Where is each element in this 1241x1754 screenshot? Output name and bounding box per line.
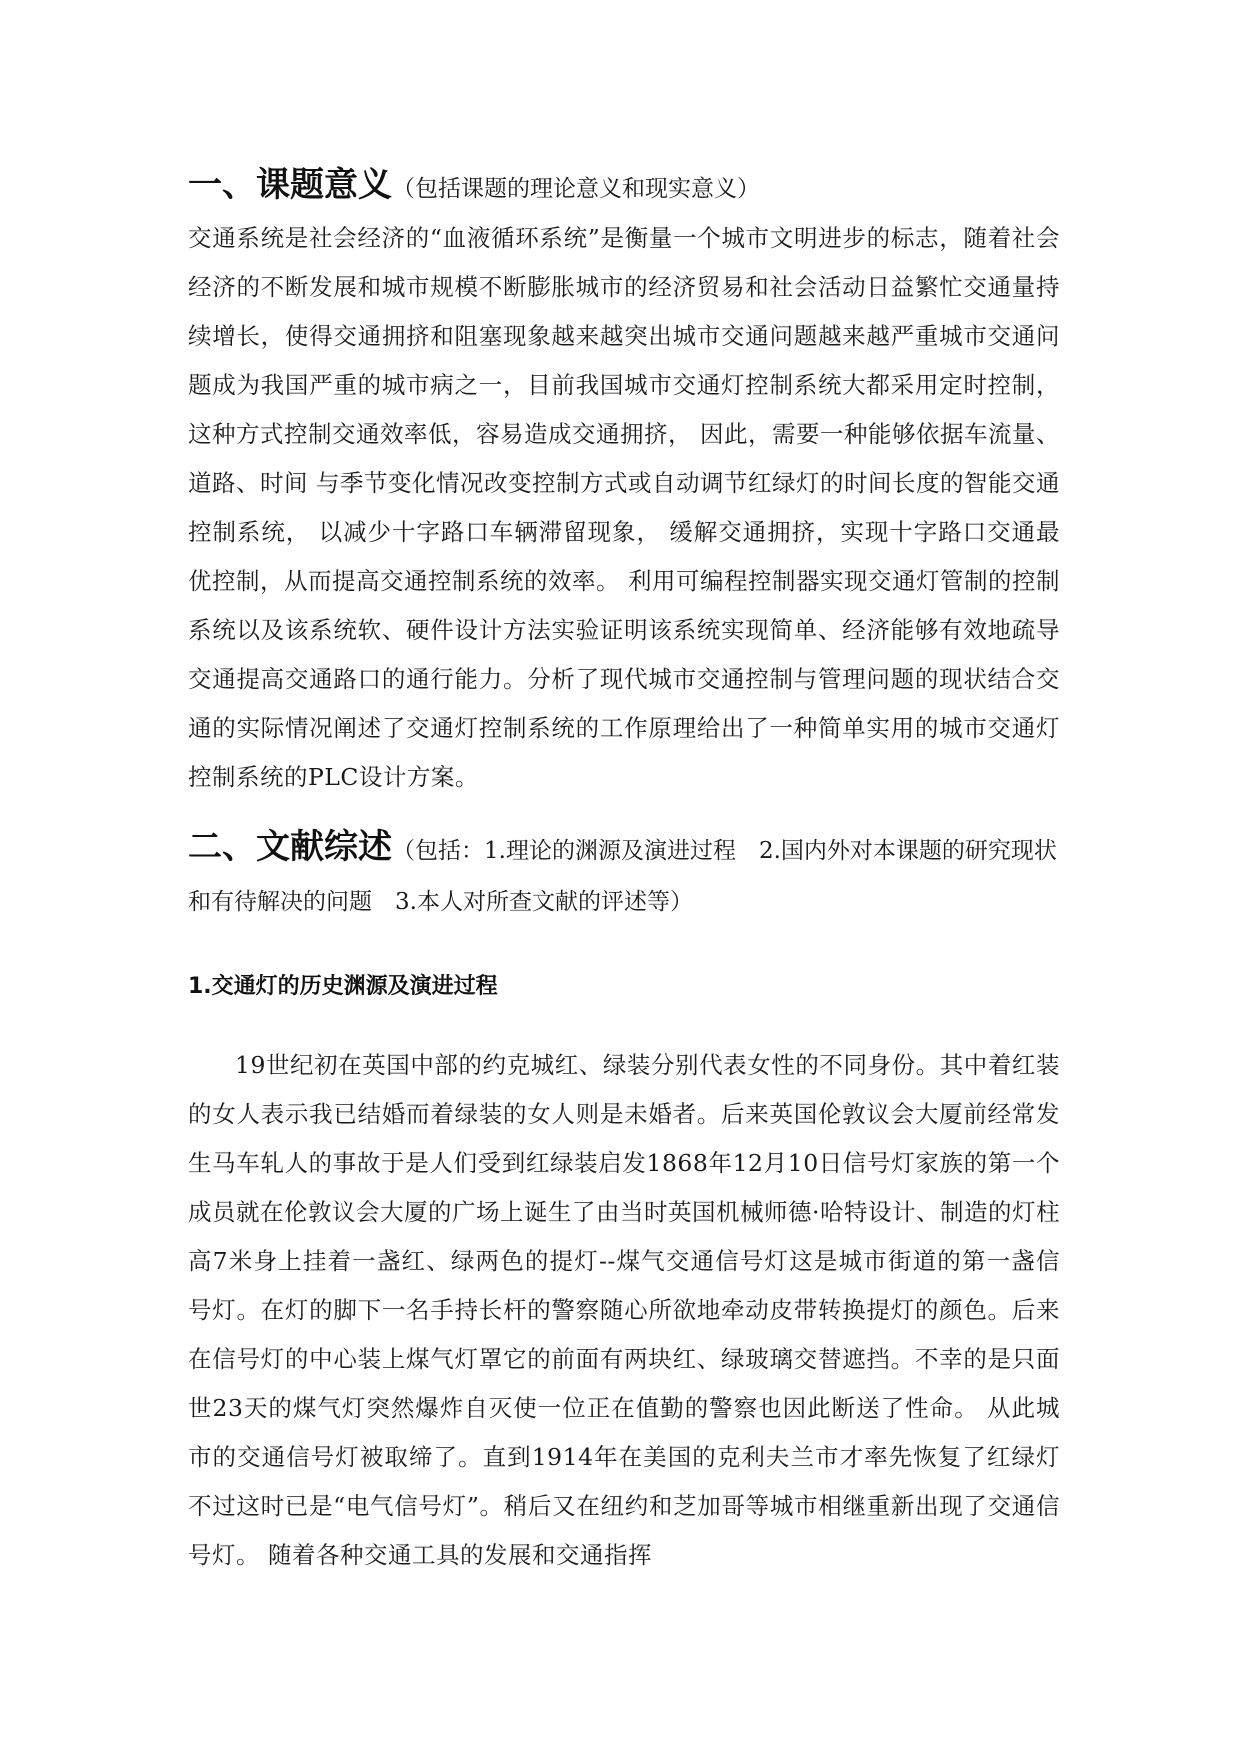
document-content xyxy=(188,160,1060,1580)
section-1-body: 交通系统是社会经济的“血液循环系统”是衡量一个城市文明进步的标志，随着社会经济的不断发展和城市规模不断膨胀城市的经济贸易和社会活动日益繁忙交通量持续增长，使得交通拥挤和阻塞现象越来越突出城市交通问题越来越严重城市交通问题成为我国严重的城市病之一，目前我国城市交通灯控制系统大都采用定时控制， 这种方式控制交通效率低，容易造成交通拥挤， 因此，需要一种能够依据车流量、道路、时间 与季节变化情况改变控制方式或自动调节红绿灯的时间长度的智能交通控制系统， 以减少十字路口车辆滞留现象， 缓解交通拥挤，实现十字路口交通最优控制，从而提高交通控制系统的效率。 利用可编程控制器实现交通灯管制的控制系统以及该系统软、硬件设计方法实验证明该系统实现简单、经济能够有效地疏导交通提高交通路口的通行能力。分析了现代城市交通控制与管理问题的现状结合交通的实际情况阐述了交通灯控制系统的工作原理给出了一种简单实用的城市交通灯控制系统的PLC设计方案。 xyxy=(188,224,1060,791)
section-2-subheading: 1.交通灯的历史渊源及演进过程 xyxy=(188,974,498,999)
section-1-heading xyxy=(188,160,1060,214)
section-1-note: （包括课题的理论意义和现实意义） xyxy=(392,176,760,202)
section-1-title: 一、课题意义 xyxy=(188,165,392,205)
section-2-body: 19世纪初在英国中部的约克城红、绿装分别代表女性的不同身份。其中着红装的女人表示我已结婚而着绿装的女人则是未婚者。后来英国伦敦议会大厦前经常发生马车轧人的事故于是人们受到红绿装启发1868年12月10日信号灯家族的第一个成员就在伦敦议会大厦的广场上诞生了由当时英国机械师德·哈特设计、制造的灯柱高7米身上挂着一盏红、绿两色的提灯--煤气交通信号灯这是城市街道的第一盏信号灯。在灯的脚下一名手持长杆的警察随心所欲地牵动皮带转换提灯的颜色。后来在信号灯的中心装上煤气灯罩它的前面有两块红、绿玻璃交替遮挡。不幸的是只面世23天的煤气灯突然爆炸自灭使一位正在值勤的警察也因此断送了性命。 从此城市的交通信号灯被取缔了。直到1914年在美国的克利夫兰市才率先恢复了红绿灯不过这时已是“电气信号灯”。稍后又在纽约和芝加哥等城市相继重新出现了交通信号灯。 随着各种交通工具的发展和交通指挥 xyxy=(188,1051,1060,1569)
section-2-note: （包括：1.理论的渊源及演进过程 2.国内外对本课题的研究现状和有待解决的问题 3.本人对所查文献的评述等） xyxy=(188,838,1057,915)
section-2-title: 二、文献综述 xyxy=(188,827,392,867)
section-2-heading xyxy=(188,822,1060,927)
